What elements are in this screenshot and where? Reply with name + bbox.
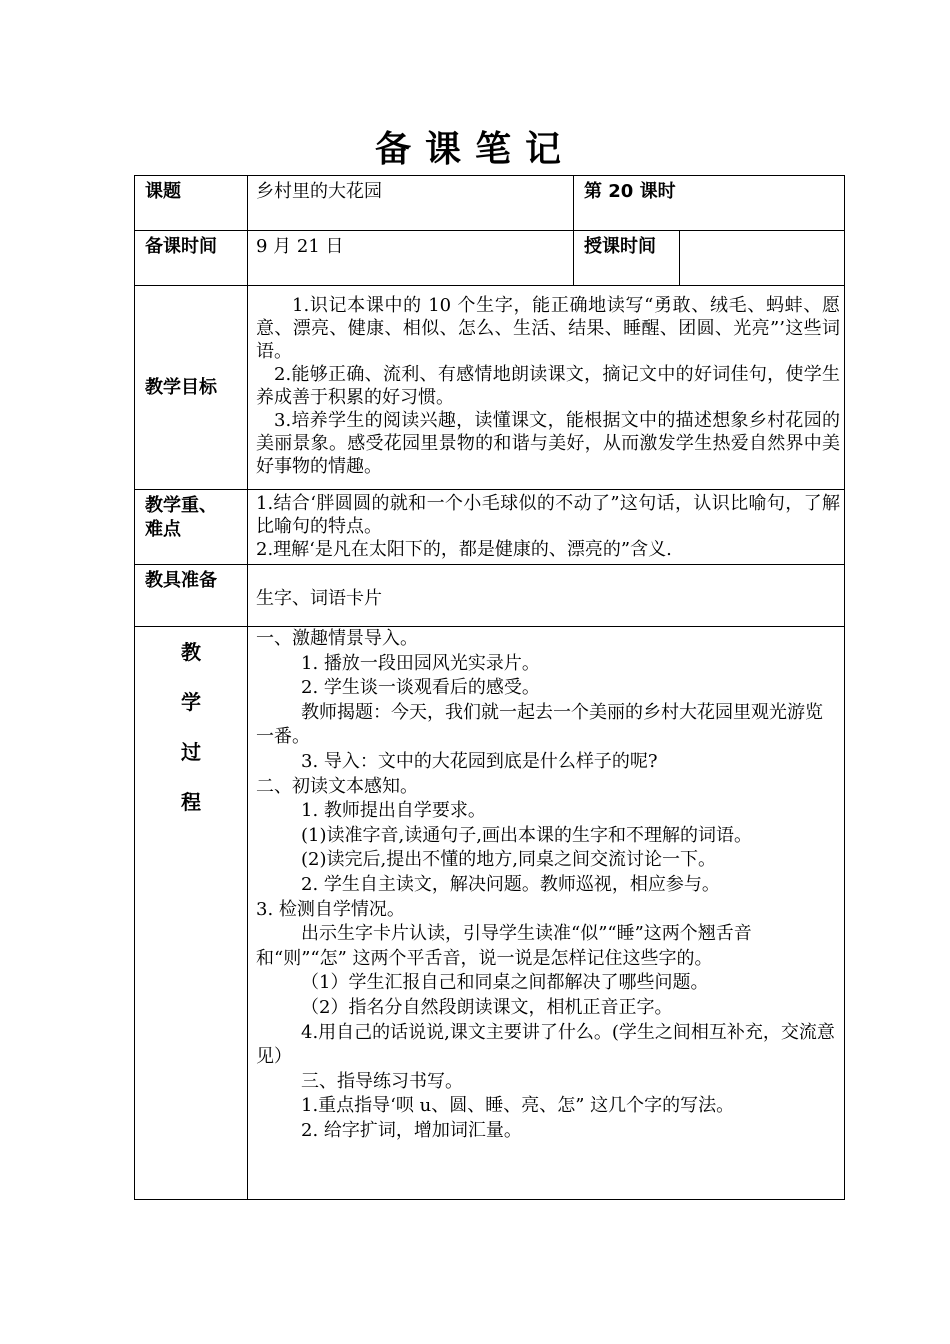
- process-line: 2. 给字扩词，增加词汇量。: [301, 1119, 522, 1141]
- materials-value: 生字、词语卡片: [248, 565, 845, 627]
- row-objectives: [135, 286, 845, 490]
- process-label-char: 程: [181, 790, 201, 814]
- process-line: 3. 导入：文中的大花园到底是什么样子的呢?: [301, 750, 658, 772]
- row-process: [135, 627, 845, 1200]
- process-line: 三、指导练习书写。: [301, 1070, 463, 1092]
- key-points-content: [248, 490, 845, 565]
- process-line: （2）指名分自然段朗读课文，相机正音正字。: [301, 996, 673, 1018]
- process-line: 出示生字卡片认读，引导学生读准“似”“睡”这两个翘舌音和“则”“怎” 这两个平舌音，说一说是怎样记住这些字的。: [256, 923, 752, 969]
- process-line: 3. 检测自学情况。: [256, 898, 405, 920]
- key-point-line: 2.理解‘是凡在太阳下的，都是健康的、漂亮的”含义.: [256, 539, 672, 560]
- period-label: 第 20 课时: [574, 176, 845, 231]
- key-point-line: 1.结合‘胖圆圆的就和一个小毛球似的不动了”这句话，认识比喻句，了解比喻句的特点。: [256, 493, 840, 537]
- materials-label: 教具准备: [135, 565, 248, 627]
- process-line: 2. 学生谈一谈观看后的感受。: [301, 677, 540, 699]
- objectives-content: [248, 286, 845, 490]
- row-topic: [135, 176, 845, 231]
- row-key-points: [135, 490, 845, 565]
- process-line: 1. 播放一段田园风光实录片。: [301, 652, 540, 674]
- objectives-label: 教学目标: [135, 286, 248, 490]
- page-title: 备课笔记: [374, 129, 575, 170]
- process-line: 二、初读文本感知。: [256, 775, 418, 797]
- prep-time-label: 备课时间: [135, 231, 248, 286]
- topic-value: 乡村里的大花园: [248, 176, 574, 231]
- process-label: [135, 627, 248, 1200]
- objective-line: 2.能够正确、流利、有感情地朗读课文，摘记文中的好词佳句，使学生养成善于积累的好习惯。: [256, 364, 840, 408]
- process-label-char: 教: [181, 640, 201, 664]
- key-points-label: [135, 490, 248, 565]
- key-points-label-line2: 难点: [145, 519, 181, 540]
- process-line: （1）学生汇报自己和同桌之间都解决了哪些问题。: [301, 972, 709, 994]
- teach-time-value: [680, 231, 845, 286]
- key-points-label-line1: 教学重、: [145, 495, 217, 516]
- process-label-char: 过: [181, 740, 201, 764]
- process-line: 1. 教师提出自学要求。: [301, 800, 486, 822]
- row-materials: [135, 565, 845, 627]
- process-line: 教师揭题：今天，我们就一起去一个美丽的乡村大花园里观光游览一番。: [256, 701, 823, 748]
- lesson-plan-table: [134, 175, 845, 1200]
- process-label-char: 学: [181, 690, 201, 714]
- process-line: 4.用自己的话说说,课文主要讲了什么。(学生之间相互补充，交流意见）: [256, 1021, 835, 1068]
- process-line: 一、激趣情景导入。: [256, 628, 418, 649]
- process-line: (1)读准字音,读通句子,画出本课的生字和不理解的词语。: [301, 824, 752, 846]
- objective-line: 1.识记本课中的 10 个生字，能正确地读写“勇敢、绒毛、蚂蚌、愿意、漂亮、健康、相似、怎么、生活、结果、睡醒、团圆、光亮”’这些词语。: [256, 295, 840, 362]
- process-line: 1.重点指导‘呗 u、圆、睡、亮、怎” 这几个字的写法。: [301, 1095, 735, 1117]
- teach-time-label: 授课时间: [574, 231, 680, 286]
- process-line: (2)读完后,提出不懂的地方,同桌之间交流讨论一下。: [301, 849, 716, 871]
- objective-line: 3.培养学生的阅读兴趣，读懂课文，能根据文中的描述想象乡村花园的美丽景象。感受花园里景物的和谐与美好，从而激发学生热爱自然界中美好事物的情趣。: [256, 410, 840, 477]
- row-prep-time: [135, 231, 845, 286]
- process-line: 2. 学生自主读文，解决问题。教师巡视，相应参与。: [301, 873, 720, 895]
- prep-time-value: 9 月 21 日: [248, 231, 574, 286]
- topic-label: 课题: [135, 176, 248, 231]
- process-content: [248, 627, 845, 1200]
